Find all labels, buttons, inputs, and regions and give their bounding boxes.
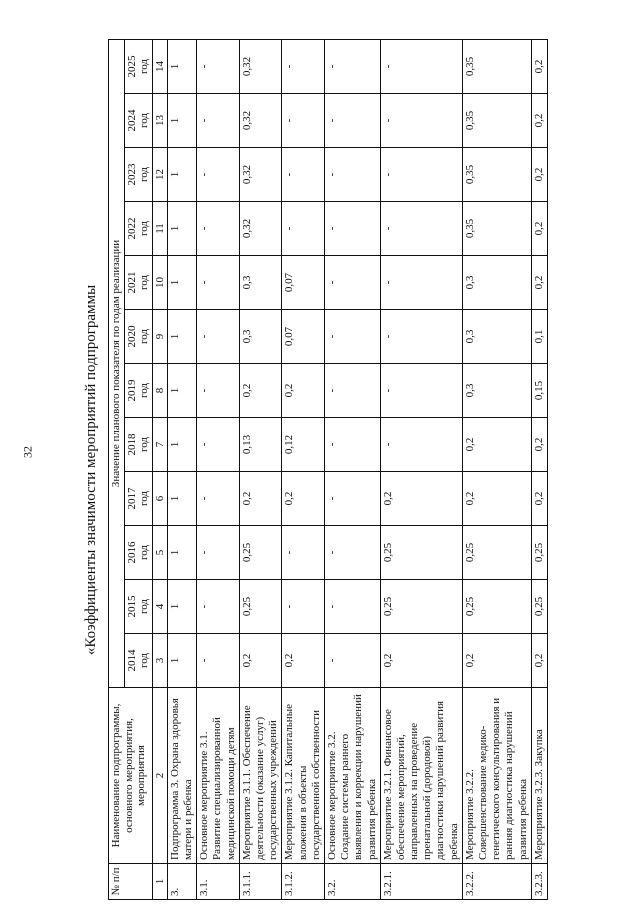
cell-value: 1 [167, 418, 196, 472]
header-year-unit: год [138, 544, 151, 561]
cell-value: 0,2 [531, 202, 547, 256]
cell-value: 1 [167, 202, 196, 256]
header-year-unit: год [138, 490, 151, 507]
row-number: 3.1.1. [239, 864, 282, 900]
column-number: 12 [152, 148, 167, 202]
row-name: Мероприятие 3.2.1. Финансовое обеспечение мероприятий, направленных на проведение пренатальной (дородовой) диагностики нарушений развития ребенка [380, 688, 462, 864]
cell-value: 1 [167, 39, 196, 93]
header-year-value: 2022 [125, 217, 138, 240]
cell-value: 0,2 [531, 148, 547, 202]
header-year-value: 2025 [125, 55, 138, 78]
table-row [197, 39, 240, 899]
column-number: 8 [152, 364, 167, 418]
cell-value: - [197, 418, 240, 472]
header-year-value: 2019 [125, 379, 138, 402]
cell-value: - [197, 94, 240, 148]
column-number: 13 [152, 94, 167, 148]
cell-value: - [282, 526, 325, 580]
cell-value: - [324, 634, 380, 688]
row-name: Мероприятие 3.2.3. Закупка [531, 688, 547, 864]
coefficients-table [108, 39, 548, 900]
cell-value: - [197, 256, 240, 310]
table-row [531, 39, 547, 899]
cell-value: 0,32 [239, 202, 282, 256]
row-name: Мероприятие 3.1.1. Обеспечение деятельности (оказание услуг) государственных учреждений [239, 688, 282, 864]
cell-value: 1 [167, 472, 196, 526]
header-year [124, 634, 152, 688]
row-number: 3. [167, 864, 196, 900]
cell-value: 0,25 [239, 580, 282, 634]
cell-value: 0,25 [239, 526, 282, 580]
header-year-unit: год [138, 112, 151, 129]
header-year-unit: год [138, 220, 151, 237]
cell-value: 0,35 [462, 148, 531, 202]
cell-value: - [197, 634, 240, 688]
cell-value: 0,1 [531, 310, 547, 364]
cell-value: - [380, 364, 462, 418]
header-group: Значение планового показателя по годам реализации [109, 39, 125, 687]
cell-value: - [380, 39, 462, 93]
column-number: 2 [152, 688, 167, 864]
header-year-unit: год [138, 382, 151, 399]
cell-value: - [380, 310, 462, 364]
cell-value: 1 [167, 364, 196, 418]
cell-value: - [380, 418, 462, 472]
header-year-unit: год [138, 328, 151, 345]
cell-value: 0,3 [462, 310, 531, 364]
header-year [124, 364, 152, 418]
column-number: 9 [152, 310, 167, 364]
cell-value: 0,2 [462, 418, 531, 472]
cell-value: - [197, 580, 240, 634]
header-year [124, 472, 152, 526]
cell-value: - [324, 472, 380, 526]
header-name: Наименование подпрограммы, основного мероприятия, мероприятия [109, 688, 153, 864]
cell-value: - [197, 39, 240, 93]
header-year [124, 94, 152, 148]
header-year-unit: год [138, 166, 151, 183]
cell-value: - [282, 39, 325, 93]
header-year [124, 580, 152, 634]
cell-value: 0,13 [239, 418, 282, 472]
cell-value: - [324, 418, 380, 472]
column-number: 4 [152, 580, 167, 634]
cell-value: 0,2 [531, 94, 547, 148]
cell-value: 0,25 [531, 526, 547, 580]
cell-value: 0,32 [239, 148, 282, 202]
row-number: 3.2.3. [531, 864, 547, 900]
cell-value: - [282, 580, 325, 634]
cell-value: 0,35 [462, 94, 531, 148]
cell-value: 0,15 [531, 364, 547, 418]
header-year-unit: год [138, 274, 151, 291]
header-year-value: 2016 [125, 541, 138, 564]
cell-value: - [282, 148, 325, 202]
table-title: «Коэффициенты значимости мероприятий подпрограммы [83, 284, 99, 656]
row-name: Основное мероприятие 3.2. Создание системы раннего выявления и коррекции нарушений развития ребенка [324, 688, 380, 864]
cell-value: - [380, 202, 462, 256]
table-body [167, 39, 547, 899]
cell-value: 0,2 [282, 472, 325, 526]
header-year-value: 2024 [125, 109, 138, 132]
header-year [124, 256, 152, 310]
header-year [124, 526, 152, 580]
header-year-unit: год [138, 436, 151, 453]
cell-value: - [324, 526, 380, 580]
header-year-unit: год [138, 652, 151, 669]
cell-value: 0,32 [239, 39, 282, 93]
cell-value: - [197, 310, 240, 364]
column-number: 1 [152, 864, 167, 900]
cell-value: 1 [167, 580, 196, 634]
cell-value: - [324, 202, 380, 256]
cell-value: - [380, 256, 462, 310]
cell-value: 0,2 [380, 634, 462, 688]
cell-value: - [324, 310, 380, 364]
row-name: Подпрограмма 3. Охрана здоровья матери и ребенка [167, 688, 196, 864]
table-row [167, 39, 196, 899]
cell-value: - [197, 202, 240, 256]
row-number: 3.1.2. [282, 864, 325, 900]
cell-value: - [197, 148, 240, 202]
cell-value: - [282, 94, 325, 148]
header-year-value: 2023 [125, 163, 138, 186]
header-year-value: 2014 [125, 649, 138, 672]
column-number: 7 [152, 418, 167, 472]
row-number: 3.2.1. [380, 864, 462, 900]
header-year [124, 39, 152, 93]
cell-value: - [282, 202, 325, 256]
column-number: 10 [152, 256, 167, 310]
cell-value: - [324, 94, 380, 148]
header-year [124, 202, 152, 256]
header-year-value: 2021 [125, 271, 138, 294]
cell-value: 0,25 [380, 526, 462, 580]
cell-value: 0,3 [239, 256, 282, 310]
header-year-unit: год [138, 58, 151, 74]
cell-value: - [197, 526, 240, 580]
cell-value: 0,07 [282, 310, 325, 364]
cell-value: 0,3 [462, 364, 531, 418]
header-year [124, 418, 152, 472]
row-number: 3.2. [324, 864, 380, 900]
cell-value: - [380, 148, 462, 202]
page-number: 32 [20, 446, 35, 458]
cell-value: 0,2 [531, 39, 547, 93]
cell-value: 0,2 [380, 472, 462, 526]
header-year-value: 2018 [125, 433, 138, 456]
table-row [239, 39, 282, 899]
table-row [380, 39, 462, 899]
cell-value: - [197, 364, 240, 418]
cell-value: 0,25 [380, 580, 462, 634]
row-number: 3.2.2. [462, 864, 531, 900]
column-number: 6 [152, 472, 167, 526]
cell-value: 0,25 [462, 526, 531, 580]
cell-value: 0,32 [239, 94, 282, 148]
table-row [462, 39, 531, 899]
header-year-unit: год [138, 598, 151, 615]
cell-value: 0,3 [462, 256, 531, 310]
table-row [282, 39, 325, 899]
row-name: Мероприятие 3.2.2. Совершенствование медико-генетического консультирования и ранняя диагностика нарушений развития ребенка [462, 688, 531, 864]
cell-value: 0,2 [239, 634, 282, 688]
cell-value: 0,2 [531, 418, 547, 472]
column-number: 5 [152, 526, 167, 580]
column-number: 11 [152, 202, 167, 256]
cell-value: 0,3 [239, 310, 282, 364]
cell-value: 0,07 [282, 256, 325, 310]
cell-value: - [324, 580, 380, 634]
cell-value: 0,2 [282, 634, 325, 688]
header-year-value: 2017 [125, 487, 138, 510]
cell-value: 0,2 [462, 472, 531, 526]
cell-value: 0,35 [462, 202, 531, 256]
cell-value: 1 [167, 634, 196, 688]
cell-value: 1 [167, 148, 196, 202]
cell-value: 1 [167, 256, 196, 310]
header-no: № п/п [109, 864, 153, 900]
row-name: Мероприятие 3.1.2. Капитальные вложения в объекты государственной собственности [282, 688, 325, 864]
cell-value: 1 [167, 526, 196, 580]
cell-value: 0,25 [531, 580, 547, 634]
cell-value: 0,2 [462, 634, 531, 688]
column-number: 3 [152, 634, 167, 688]
cell-value: - [324, 148, 380, 202]
cell-value: 1 [167, 94, 196, 148]
cell-value: - [197, 472, 240, 526]
row-number: 3.1. [197, 864, 240, 900]
cell-value: 0,2 [282, 364, 325, 418]
cell-value: - [324, 364, 380, 418]
cell-value: 0,2 [531, 634, 547, 688]
header-year-value: 2015 [125, 595, 138, 618]
cell-value: 0,2 [239, 364, 282, 418]
column-number: 14 [152, 39, 167, 93]
header-year-value: 2020 [125, 325, 138, 348]
header-year [124, 310, 152, 364]
header-row-group [109, 39, 125, 899]
cell-value: 0,2 [531, 472, 547, 526]
cell-value: 0,2 [239, 472, 282, 526]
cell-value: - [380, 94, 462, 148]
cell-value: 1 [167, 310, 196, 364]
cell-value: 0,35 [462, 39, 531, 93]
cell-value: 0,12 [282, 418, 325, 472]
cell-value: - [324, 256, 380, 310]
header-row-numbers [152, 39, 167, 899]
cell-value: - [324, 39, 380, 93]
header-year [124, 148, 152, 202]
table-row [324, 39, 380, 899]
cell-value: 0,2 [531, 256, 547, 310]
rotated-page-content [80, 40, 640, 900]
cell-value: 0,25 [462, 580, 531, 634]
row-name: Основное мероприятие 3.1. Развитие специализированной медицинской помощи детям [197, 688, 240, 864]
